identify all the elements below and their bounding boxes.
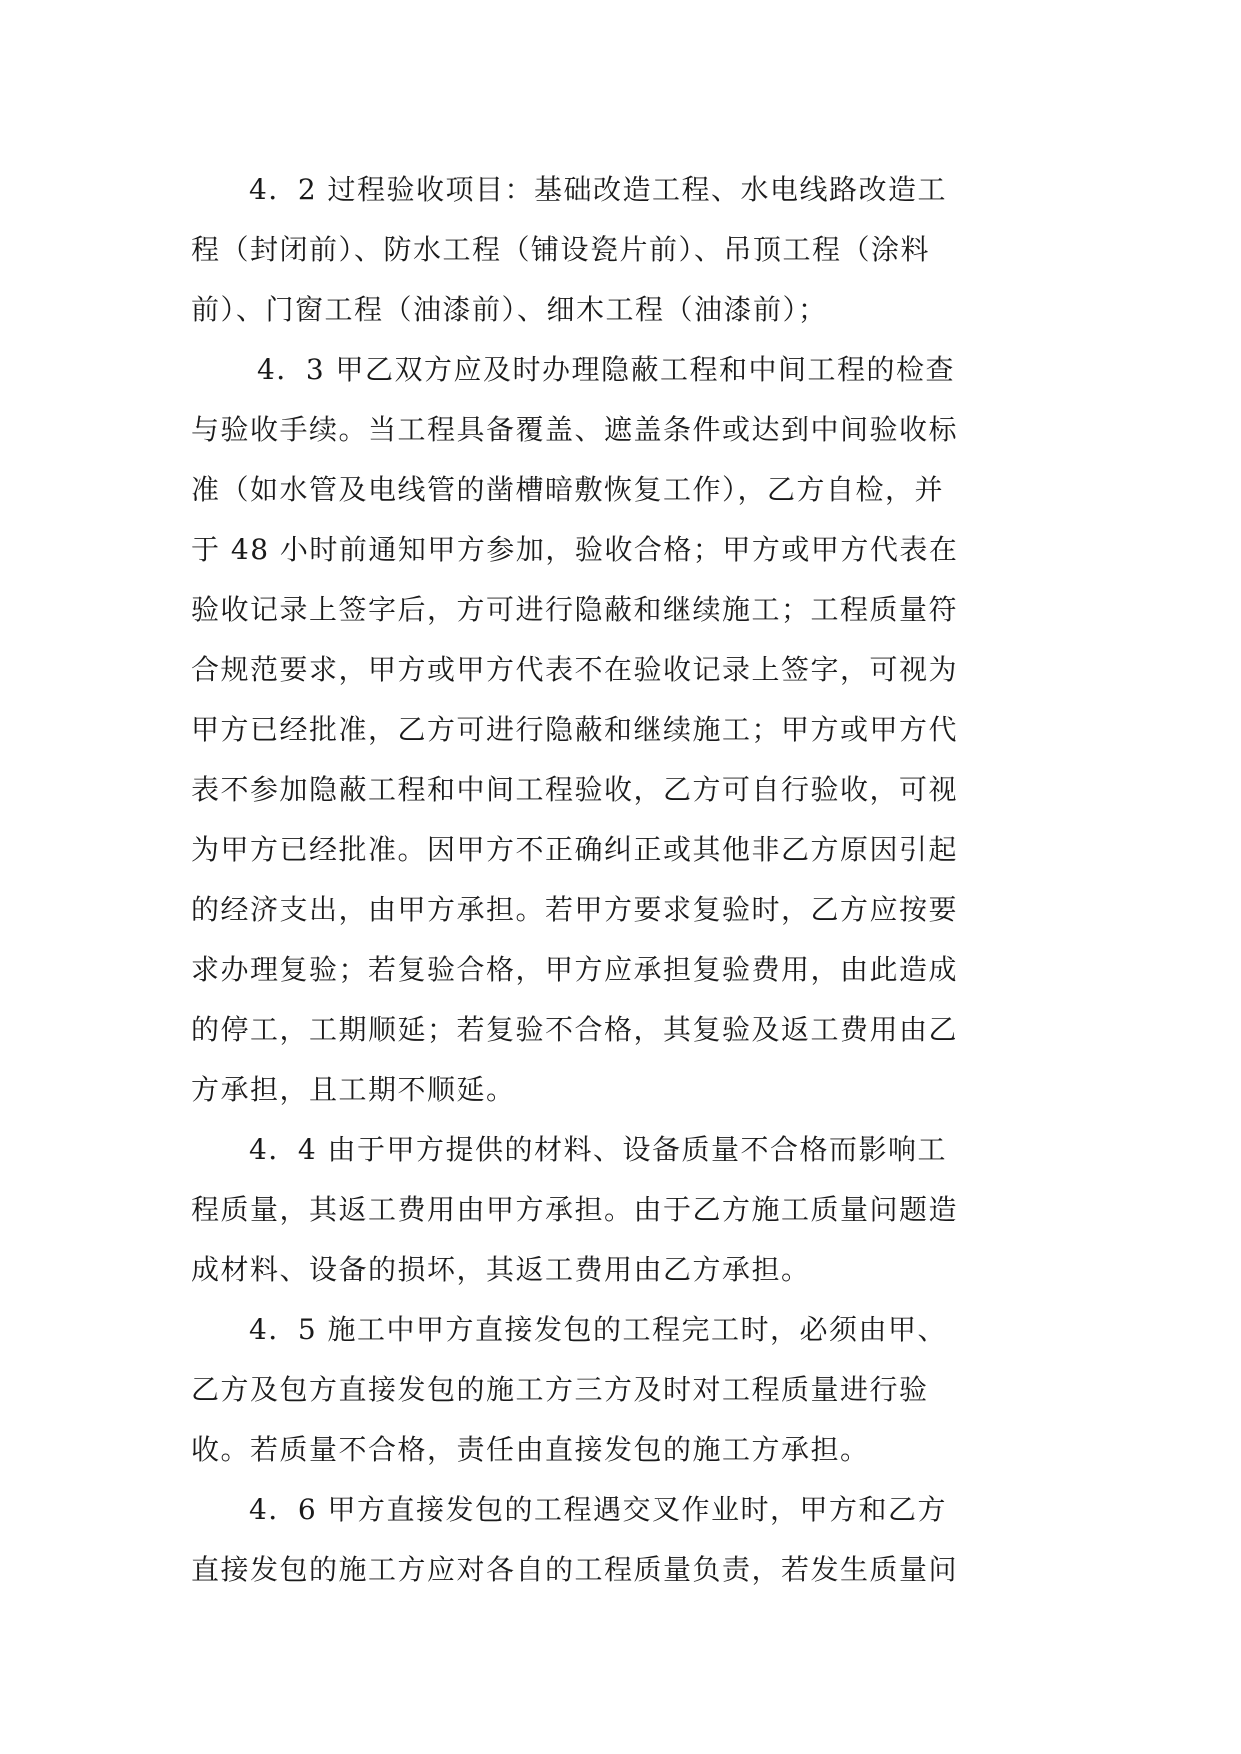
clause-4-2 [191,160,1051,340]
clause-4-3 [191,340,1051,1120]
text-line: 程（封闭前）、防水工程（铺设瓷片前）、吊顶工程（涂料 [191,233,931,266]
text-line: 前）、门窗工程（油漆前）、细木工程（油漆前）； [191,293,828,326]
text-line: 4．4 由于甲方提供的材料、设备质量不合格而影响工 [249,1133,948,1166]
clause-4-5 [191,1300,1051,1480]
document-body [191,160,1051,1600]
text-line: 4．6 甲方直接发包的工程遇交叉作业时，甲方和乙方 [249,1493,948,1526]
text-line: 表不参加隐蔽工程和中间工程验收，乙方可自行验收，可视 [191,773,959,806]
clause-4-4 [191,1120,1051,1300]
clause-4-6 [191,1480,1051,1600]
text-line: 乙方及包方直接发包的施工方三方及时对工程质量进行验 [191,1373,929,1406]
text-line: 验收记录上签字后，方可进行隐蔽和继续施工；工程质量符 [191,593,959,626]
text-line: 4．3 甲乙双方应及时办理隐蔽工程和中间工程的检查 [257,353,956,386]
text-line: 4．5 施工中甲方直接发包的工程完工时，必须由甲、 [249,1313,948,1346]
text-line: 与验收手续。当工程具备覆盖、遮盖条件或达到中间验收标 [191,413,959,446]
text-line: 程质量，其返工费用由甲方承担。由于乙方施工质量问题造 [191,1193,959,1226]
text-line: 为甲方已经批准。因甲方不正确纠正或其他非乙方原因引起 [191,833,959,866]
text-line: 收。若质量不合格，责任由直接发包的施工方承担。 [191,1433,870,1466]
text-line: 4．2 过程验收项目：基础改造工程、水电线路改造工 [249,173,948,206]
text-line: 于 48 小时前通知甲方参加，验收合格；甲方或甲方代表在 [191,533,959,566]
text-line: 的停工，工期顺延；若复验不合格，其复验及返工费用由乙 [191,1013,959,1046]
text-line: 直接发包的施工方应对各自的工程质量负责，若发生质量问 [191,1553,959,1586]
text-line: 方承担，且工期不顺延。 [191,1073,516,1106]
text-line: 甲方已经批准，乙方可进行隐蔽和继续施工；甲方或甲方代 [191,713,959,746]
text-line: 求办理复验；若复验合格，甲方应承担复验费用，由此造成 [191,953,959,986]
text-line: 的经济支出，由甲方承担。若甲方要求复验时，乙方应按要 [191,893,959,926]
text-line: 成材料、设备的损坏，其返工费用由乙方承担。 [191,1253,811,1286]
text-line: 合规范要求，甲方或甲方代表不在验收记录上签字，可视为 [191,653,959,686]
text-line: 准（如水管及电线管的凿槽暗敷恢复工作），乙方自检，并 [191,473,945,506]
